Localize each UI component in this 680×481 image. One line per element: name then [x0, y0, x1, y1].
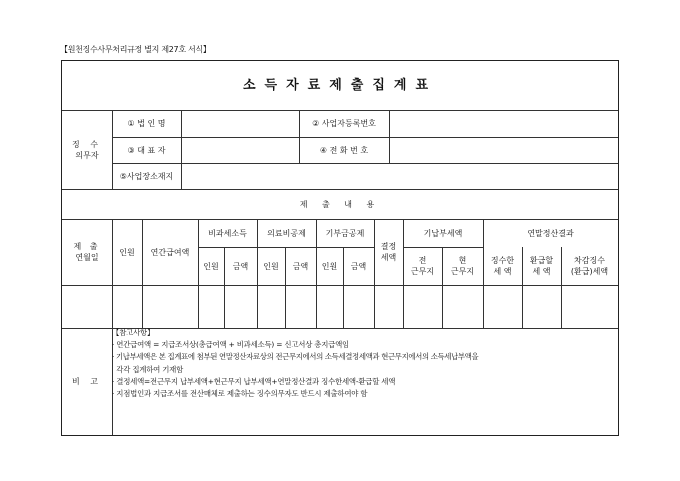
net-tax-input[interactable]	[561, 285, 618, 328]
header-submit-date-line1: 제 출	[73, 242, 101, 251]
refund-tax-input[interactable]	[522, 285, 561, 328]
header-decided-tax-line1: 결정	[380, 242, 397, 251]
sub-header-people: 인원	[263, 261, 279, 271]
header-submit-date	[62, 219, 112, 285]
remarks-heading: 【참고사항】	[112, 328, 155, 337]
sub-header-collected-tax	[483, 247, 522, 285]
decided-tax-input[interactable]	[374, 285, 403, 328]
withholder-label-line2: 의무자	[75, 150, 99, 160]
form-title: 소득자료제출집계표	[242, 78, 438, 93]
phone-label: ④ 전 화 번 호	[319, 145, 369, 155]
address-label: ⑤사업장소재지	[119, 171, 174, 181]
sub-header-current-workplace	[442, 247, 483, 285]
biz-reg-number-field[interactable]	[389, 110, 618, 137]
sub-header-net-tax	[561, 247, 618, 285]
sub-header-prev-line2: 근무지	[410, 267, 435, 276]
header-people: 인원	[119, 247, 135, 257]
collected-tax-input[interactable]	[483, 285, 522, 328]
phone-field[interactable]	[389, 137, 618, 163]
remarks-note: · 기납부세액은 본 집계표에 첨부된 연말정산자료상의 전근무지에서의 소득세결정세액과 현근무지에서의 소득세납부액을	[112, 352, 479, 362]
sub-header-amount: 금액	[350, 261, 367, 271]
sub-header-collect-line1: 징수한	[490, 256, 515, 265]
corp-name-label: ① 법 인 명	[127, 119, 166, 128]
nontax-amount-input[interactable]	[224, 285, 257, 328]
sub-header-diff-line2: (환급)세액	[570, 267, 609, 276]
biz-reg-number-label: ② 사업자등록번호	[312, 119, 376, 128]
header-prepaid-tax: 기납부세액	[423, 228, 463, 238]
nontax-people-input[interactable]	[198, 285, 224, 328]
sub-header-refund-line2: 세 액	[532, 267, 551, 276]
medical-amount-input[interactable]	[285, 285, 316, 328]
sub-header-curr-line1: 현	[458, 256, 467, 265]
withholder-label-line1: 징 수	[72, 139, 102, 149]
withholder-label	[62, 110, 112, 189]
form-caption: 【원천징수사무처리규정 별지 제27호 서식】	[60, 45, 211, 54]
header-decided-tax-line2: 세액	[380, 253, 397, 262]
sub-header-prev-line1: 전	[418, 256, 427, 265]
prev-workplace-input[interactable]	[403, 285, 442, 328]
header-annual-salary: 연간급여액	[150, 247, 190, 257]
remarks-note: · 지점법인과 지급조서를 전산매체로 제출하는 징수의무자도 반드시 제출하여야 함	[112, 389, 368, 399]
medical-people-input[interactable]	[257, 285, 285, 328]
submission-section-title: 제 출 내 용	[299, 199, 381, 209]
header-submit-date-line2: 연월일	[75, 253, 99, 262]
remarks-note: 각각 집계하여 기재함	[112, 364, 184, 374]
sub-header-refund-tax	[522, 247, 561, 285]
sub-header-amount: 금액	[292, 261, 309, 271]
donation-amount-input[interactable]	[343, 285, 374, 328]
sub-header-prev-workplace	[403, 247, 442, 285]
current-workplace-input[interactable]	[442, 285, 483, 328]
donation-people-input[interactable]	[316, 285, 343, 328]
header-settlement-result: 연말정산결과	[527, 228, 574, 238]
annual-salary-input[interactable]	[142, 285, 198, 328]
remarks-note: · 연간급여액 = 지급조서상(총급여액 + 비과세소득) = 신고서상 총지급액임	[112, 340, 349, 350]
submit-date-input[interactable]	[62, 285, 112, 328]
representative-label: ③ 대 표 자	[127, 145, 166, 155]
header-decided-tax	[374, 219, 403, 285]
sub-header-people: 인원	[203, 261, 219, 271]
address-field[interactable]	[181, 163, 618, 189]
sub-header-amount: 금액	[232, 261, 249, 271]
corp-name-field[interactable]	[181, 110, 299, 137]
remarks-note: · 결정세액=전근무지 납부세액+현근무지 납부세액+연말정산결과 징수한세액-환급할 세액	[112, 376, 396, 386]
representative-field[interactable]	[181, 137, 299, 163]
sub-header-people: 인원	[321, 261, 338, 271]
people-input[interactable]	[112, 285, 142, 328]
sub-header-curr-line2: 근무지	[450, 267, 475, 276]
sub-header-diff-line1: 차감징수	[574, 256, 605, 265]
remarks-label: 비 고	[72, 377, 102, 386]
sub-header-collect-line2: 세 액	[493, 267, 512, 276]
header-donation-deduction: 기부금공제	[325, 228, 365, 238]
header-medical-deduction: 의료비공제	[267, 228, 306, 238]
sub-header-refund-line1: 환급할	[529, 256, 554, 265]
header-nontax-income: 비과세소득	[208, 228, 247, 238]
remarks-notes	[112, 327, 612, 400]
